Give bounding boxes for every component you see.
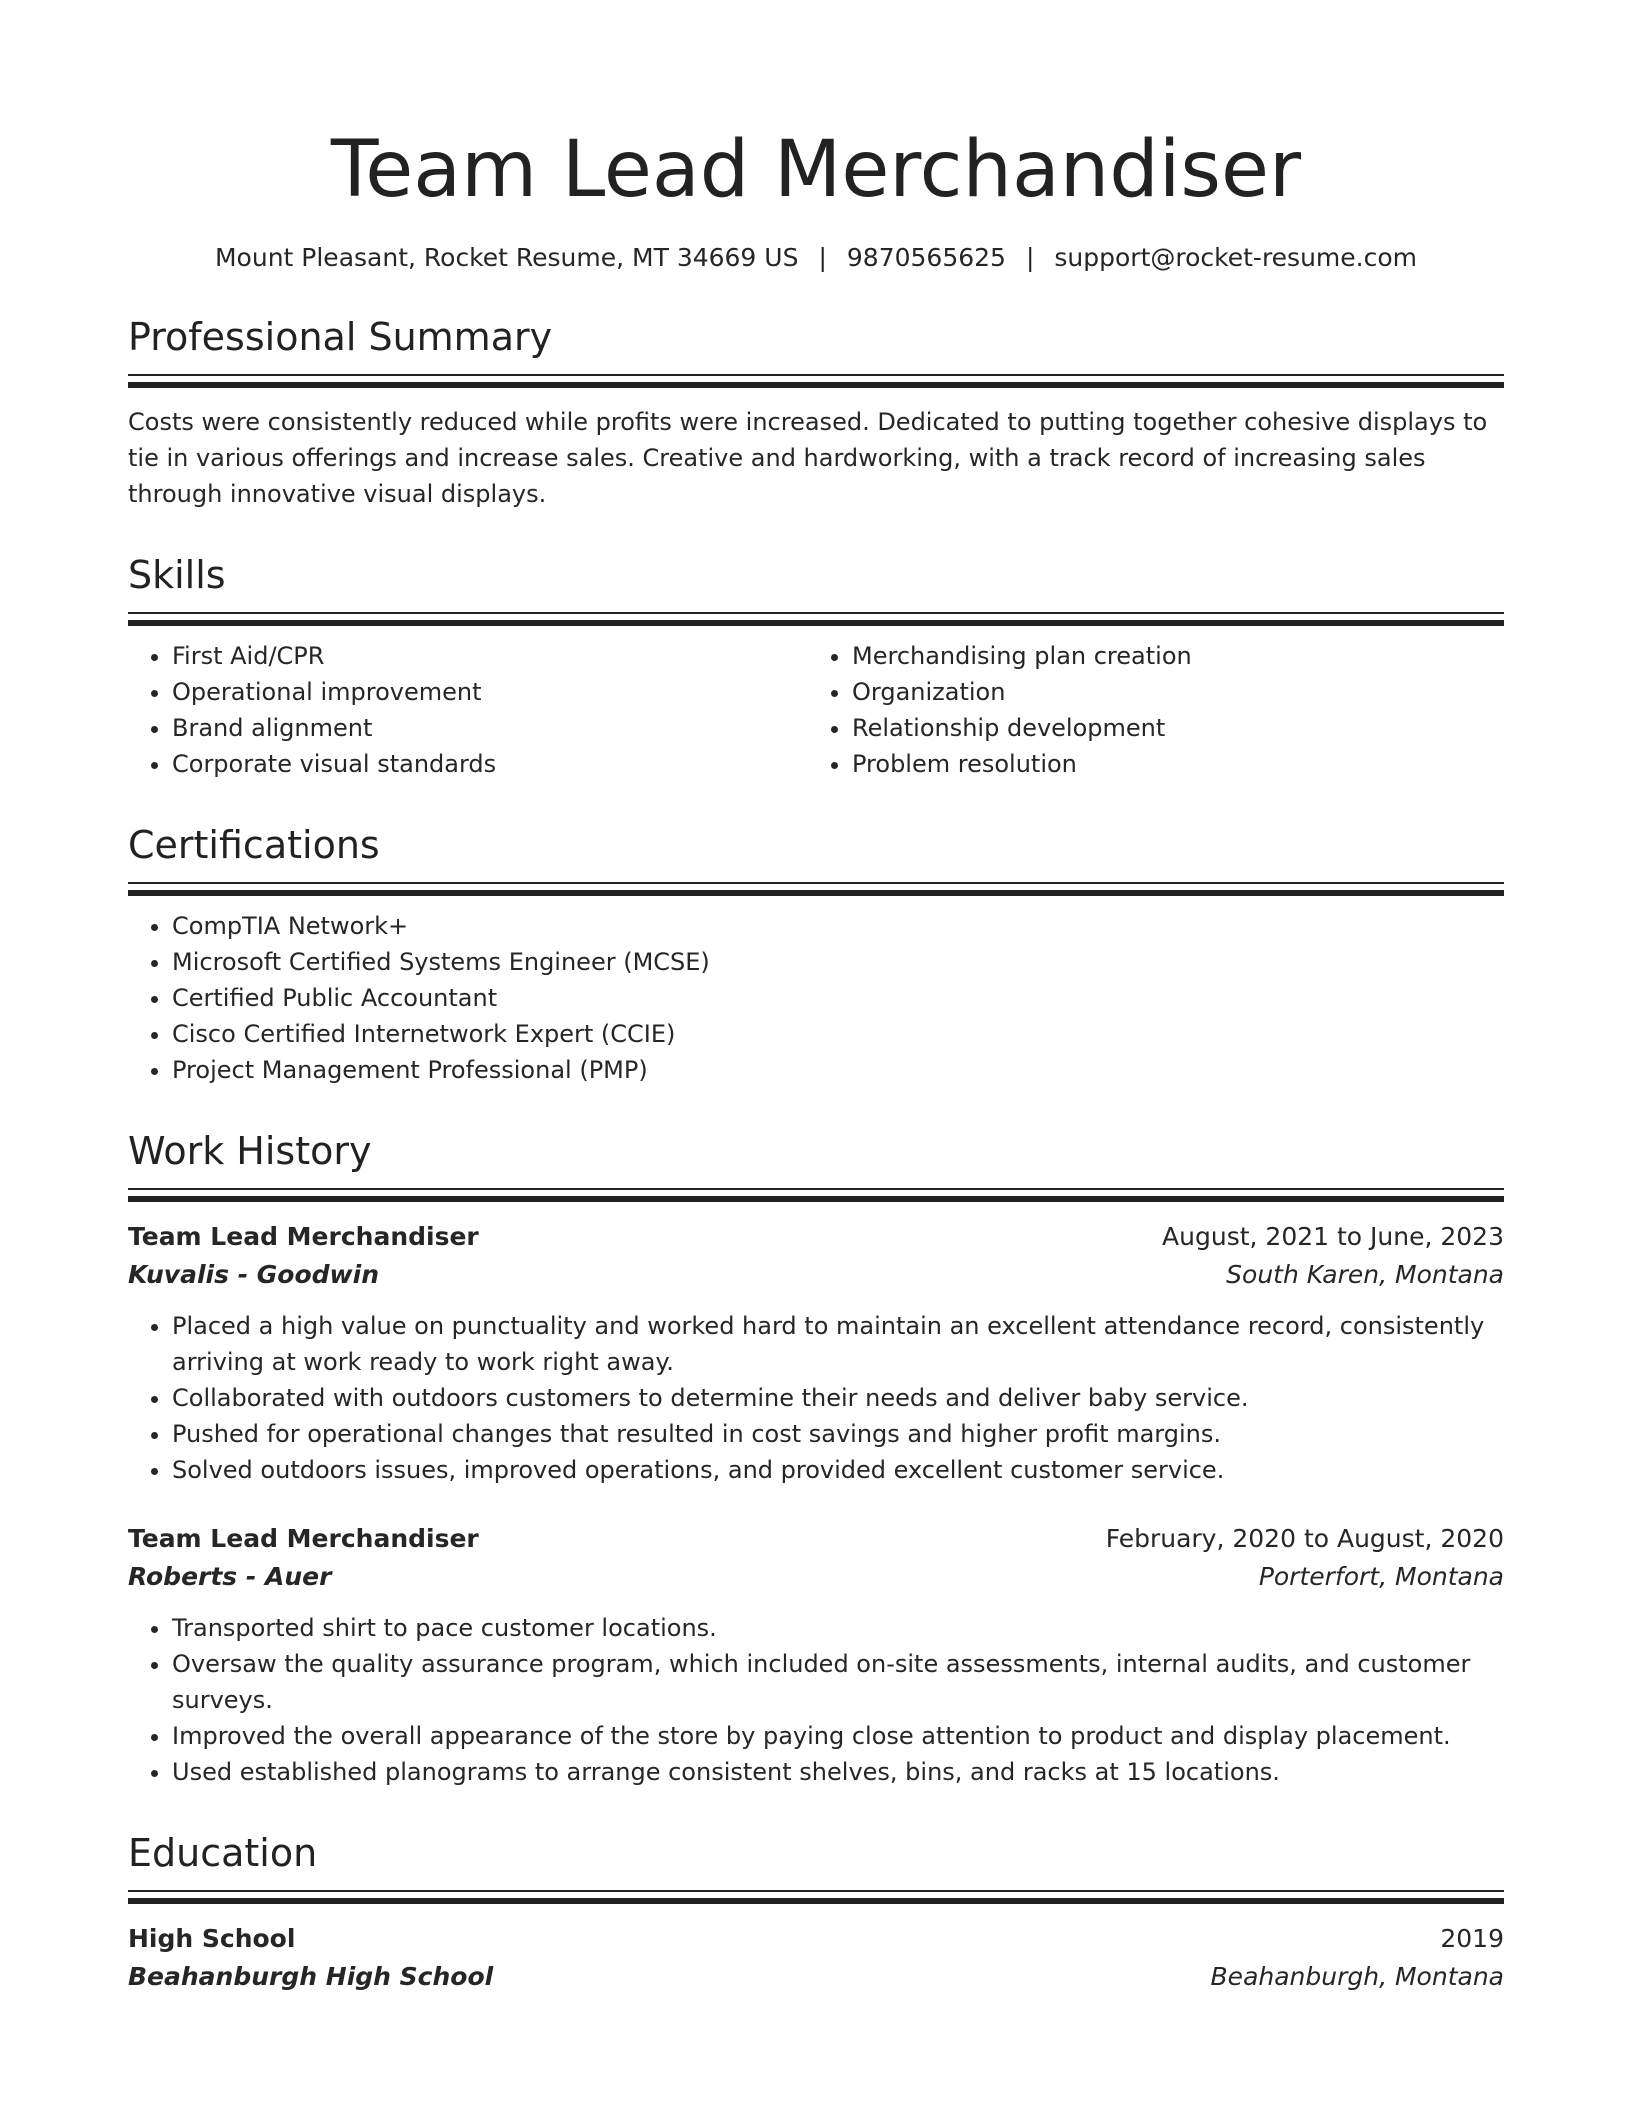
education-header-row [128,1920,1504,1958]
section-divider [128,1890,1504,1904]
skills-column-right [808,638,1488,782]
education-entry [128,1920,1504,1996]
certification-item: • Certified Public Accountant [172,980,1504,1016]
job-bullet: • Collaborated with outdoors customers to determine their needs and deliver baby service. [172,1380,1504,1416]
job-bullet: • Placed a high value on punctuality and worked hard to maintain an excellent attendance record, consistently arriving at work ready to work right away. [172,1308,1504,1380]
job-company-row [128,1256,1504,1294]
skill-item: • Brand alignment [172,710,808,746]
education-section [128,1830,1504,1996]
education-degree: High School [128,1924,296,1953]
certification-item: • Cisco Certified Internetwork Expert (CCIE) [172,1016,1504,1052]
skills-section [128,552,1504,782]
education-year: 2019 [1440,1924,1504,1953]
skill-item: • Merchandising plan creation [852,638,1488,674]
contact-email: support@rocket-resume.com [1054,243,1418,272]
job-header-row [128,1218,1504,1256]
job-bullet: • Pushed for operational changes that resulted in cost savings and higher profit margins. [172,1416,1504,1452]
certification-item: • Microsoft Certified Systems Engineer (MCSE) [172,944,1504,980]
resume-page [128,0,1504,1996]
section-divider [128,612,1504,626]
job-bullet: • Solved outdoors issues, improved operations, and provided excellent customer service. [172,1452,1504,1488]
education-location: Beahanburgh, Montana [1210,1962,1504,1991]
certifications-list [128,908,1504,1088]
skill-item: • Corporate visual standards [172,746,808,782]
job-bullet: • Improved the overall appearance of the store by paying close attention to product and display placement. [172,1718,1504,1754]
job-company: Kuvalis - Goodwin [128,1260,380,1289]
job-entry [128,1218,1504,1488]
section-divider [128,882,1504,896]
skill-item: • Operational improvement [172,674,808,710]
skills-grid [128,626,1504,782]
education-school: Beahanburgh High School [128,1962,494,1991]
skill-item: • Problem resolution [852,746,1488,782]
job-title: Team Lead Merchandiser [128,1222,479,1251]
job-entry [128,1520,1504,1790]
education-school-row [128,1958,1504,1996]
section-divider [128,374,1504,388]
resume-name: Team Lead Merchandiser [330,125,1302,215]
job-location: Porterfort, Montana [1258,1562,1504,1591]
certification-item: • Project Management Professional (PMP) [172,1052,1504,1088]
work-history-heading: Work History [128,1129,372,1173]
certifications-section [128,822,1504,1088]
contact-phone: 9870565625 [846,243,1006,272]
job-bullet: • Oversaw the quality assurance program, which included on-site assessments, internal audits, and customer surveys. [172,1646,1504,1718]
contact-separator: | [818,243,827,272]
contact-address: Mount Pleasant, Rocket Resume, MT 34669 US [214,243,799,272]
summary-section [128,314,1504,512]
skills-heading: Skills [128,553,226,597]
job-dates: February, 2020 to August, 2020 [1105,1524,1504,1553]
work-history-section [128,1128,1504,1790]
job-bullet: • Used established planograms to arrange consistent shelves, bins, and racks at 15 locations. [172,1754,1504,1790]
certification-item: • CompTIA Network+ [172,908,1504,944]
contact-separator: | [1025,243,1035,272]
job-company-row [128,1558,1504,1596]
job-bullets [128,1308,1504,1488]
skill-item: • Relationship development [852,710,1488,746]
contact-line [128,242,1504,274]
job-title: Team Lead Merchandiser [128,1524,479,1553]
section-divider [128,1188,1504,1202]
education-heading: Education [128,1831,318,1875]
job-dates: August, 2021 to June, 2023 [1162,1222,1504,1251]
skills-column-left [128,638,808,782]
job-bullet: • Transported shirt to pace customer locations. [172,1610,1504,1646]
job-bullets [128,1610,1504,1790]
job-company: Roberts - Auer [128,1562,332,1591]
job-location: South Karen, Montana [1226,1260,1504,1289]
summary-text: Costs were consistently reduced while profits were increased. Dedicated to putting together cohesive displays to tie in various offerings and increase sales. Creative and hardworking, with a track record of increasing sales through innovative visual displays. [128,408,1488,508]
summary-heading: Professional Summary [128,315,553,359]
certifications-heading: Certifications [128,823,380,867]
job-header-row [128,1520,1504,1558]
skill-item: • Organization [852,674,1488,710]
skill-item: • First Aid/CPR [172,638,808,674]
